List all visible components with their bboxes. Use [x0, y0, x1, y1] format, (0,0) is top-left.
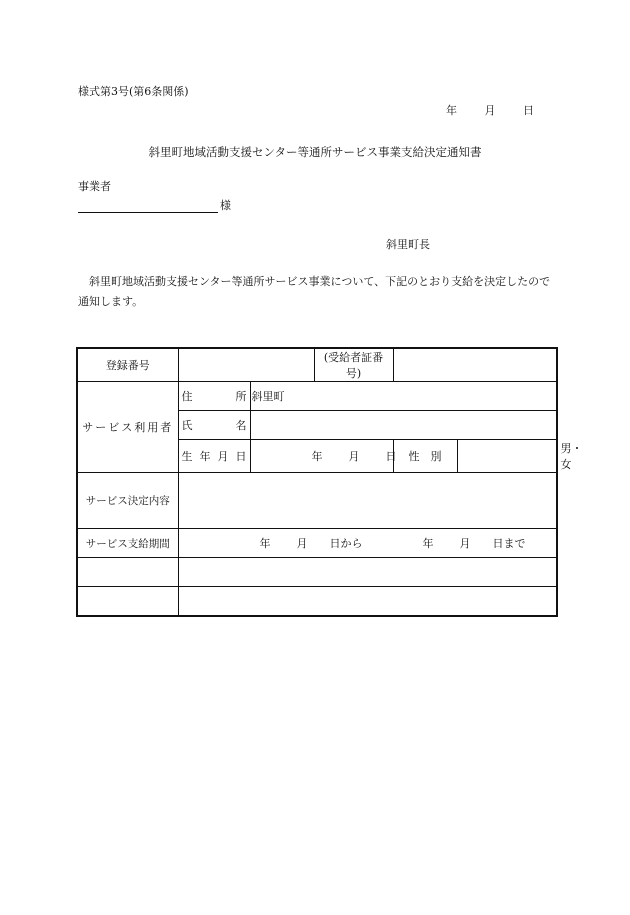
period-field[interactable]: 年 月 日から 年 月 日まで	[178, 529, 557, 558]
name-label: 氏 名	[178, 411, 250, 440]
dob-field[interactable]: 年 月 日	[250, 440, 393, 473]
notice-body: 斜里町地域活動支援センター等通所サービス事業について、下記のとおり支給を決定したので通知します。	[78, 275, 551, 308]
document-title: 斜里町地域活動支援センター等通所サービス事業支給決定通知書	[148, 145, 482, 159]
table-row	[77, 558, 557, 587]
certificate-field[interactable]	[393, 348, 557, 382]
table-row	[77, 529, 557, 558]
registration-label: 登録番号	[77, 348, 178, 382]
dob-label: 生 年 月 日	[178, 440, 250, 473]
gender-label: 性 別	[393, 440, 457, 473]
blank-field[interactable]	[178, 558, 557, 587]
table-row	[77, 587, 557, 617]
date-day: 日	[523, 104, 534, 117]
user-label: サービス利用者	[77, 382, 178, 473]
blank-field[interactable]	[178, 587, 557, 617]
blank-label	[77, 558, 178, 587]
table-row	[77, 348, 557, 382]
period-label: サービス支給期間	[77, 529, 178, 558]
business-label: 事業者	[78, 180, 111, 193]
issuer: 斜里町長	[386, 238, 430, 251]
gender-field[interactable]	[457, 440, 557, 473]
form-number: 様式第3号(第6条関係)	[78, 85, 189, 98]
blank-label	[77, 587, 178, 617]
certificate-label: (受給者証番号)	[314, 348, 393, 382]
registration-field[interactable]	[178, 348, 314, 382]
table-row	[77, 473, 557, 529]
table-row: 生 年 月 日 年 月 日 性 別 男・女	[77, 440, 557, 473]
table-row	[77, 382, 557, 411]
address-label: 住 所	[178, 382, 250, 411]
decision-field[interactable]	[178, 473, 557, 529]
address-field[interactable]: 斜里町	[250, 382, 557, 411]
decision-label: サービス決定内容	[77, 473, 178, 529]
honorific: 様	[220, 199, 231, 212]
date-month: 月	[484, 104, 496, 117]
decision-table	[76, 347, 583, 617]
name-field[interactable]	[250, 411, 557, 440]
date-year: 年	[446, 104, 457, 117]
issue-date	[446, 104, 534, 118]
recipient-name-line	[78, 212, 218, 213]
